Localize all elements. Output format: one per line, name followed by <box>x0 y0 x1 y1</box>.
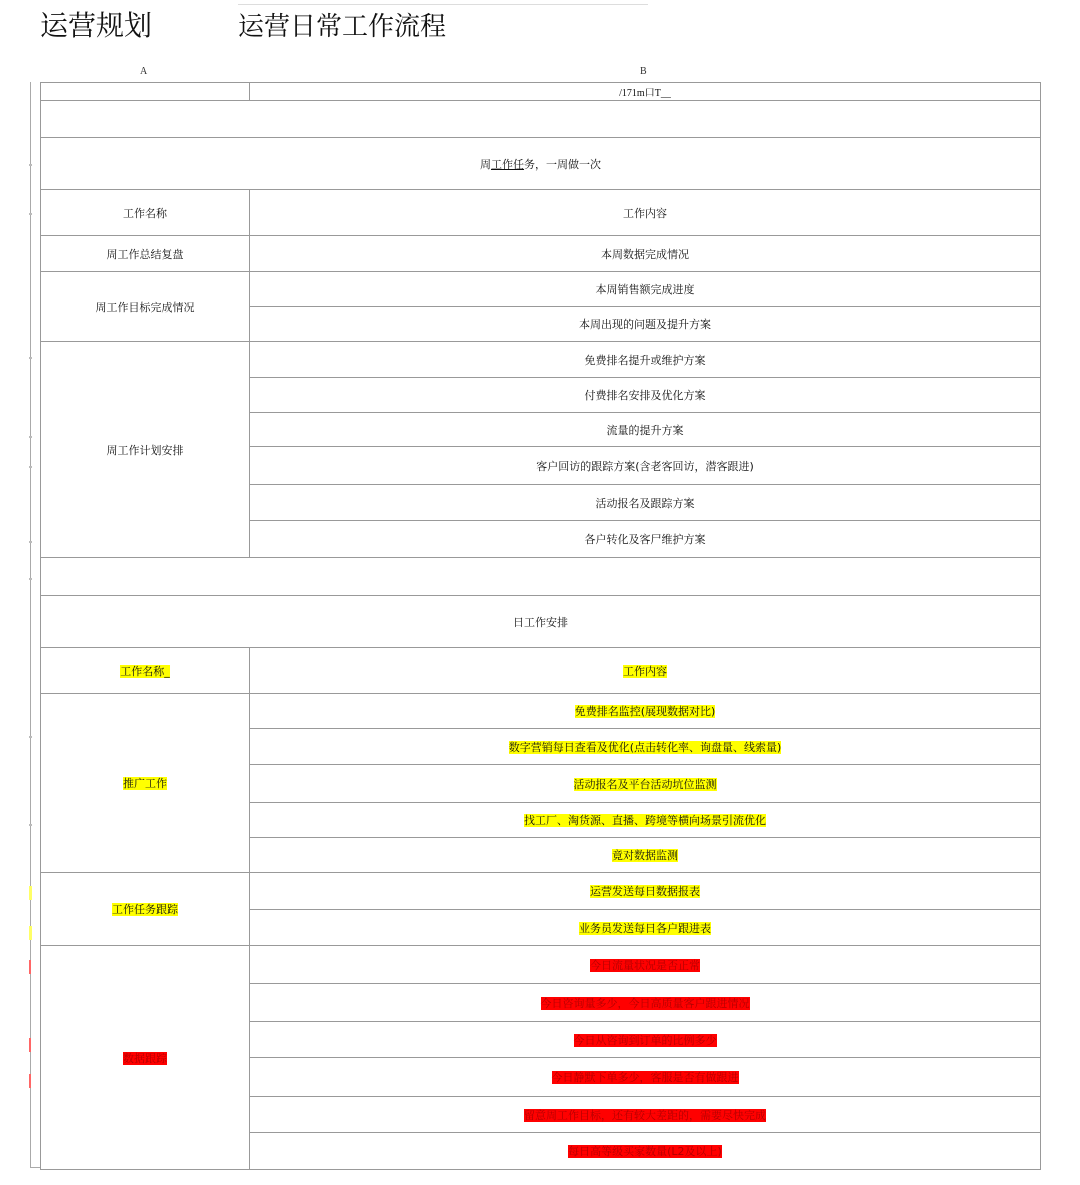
margin-mark <box>29 1038 31 1052</box>
daily-item: 留意周工作目标，还有较大差距的，需要尽快完成 <box>524 1108 766 1122</box>
daily-item-cell[interactable] <box>250 1133 1041 1170</box>
daily-group-name: 工作任务跟踪 <box>112 903 178 916</box>
weekly-section-title[interactable] <box>41 138 1041 190</box>
empty-row[interactable] <box>41 558 1041 596</box>
daily-item-cell[interactable] <box>250 729 1041 765</box>
margin-mark <box>29 466 32 468</box>
daily-item-cell[interactable] <box>250 1097 1041 1133</box>
daily-item-cell[interactable] <box>250 946 1041 984</box>
daily-item-cell[interactable] <box>250 910 1041 946</box>
row-header-border <box>30 82 31 1168</box>
daily-item-cell[interactable] <box>250 765 1041 803</box>
daily-item: 今日咨询量多少，今日高质量客户跟进情况 <box>540 996 750 1010</box>
page-subtitle: 运营日常工作流程 <box>238 12 447 42</box>
margin-mark <box>29 213 32 215</box>
daily-group-name: 推广工作 <box>123 777 167 790</box>
weekly-group-name[interactable]: 周工作总结复盘 <box>41 236 250 272</box>
daily-item-cell[interactable] <box>250 838 1041 873</box>
daily-item-cell[interactable] <box>250 984 1041 1022</box>
weekly-item[interactable]: 流量的提升方案 <box>250 413 1041 447</box>
weekly-item[interactable]: 活动报名及跟踪方案 <box>250 485 1041 521</box>
margin-mark <box>29 541 32 543</box>
weekly-item[interactable]: 付费排名安排及优化方案 <box>250 378 1041 413</box>
weekly-group-name[interactable]: 周工作计划安排 <box>41 342 250 558</box>
daily-item: 找工厂、淘货源、直播、跨境等横向场景引流优化 <box>524 814 766 827</box>
margin-mark <box>29 736 32 738</box>
margin-mark <box>29 926 32 940</box>
weekly-item[interactable]: 客户回访的跟踪方案(含老客回访，潜客跟进) <box>250 447 1041 485</box>
margin-mark <box>29 357 32 359</box>
margin-mark <box>29 578 32 580</box>
daily-item: 活动报名及平台活动坑位监测 <box>573 777 717 791</box>
weekly-title-post: 务，一周做一次 <box>524 157 601 171</box>
weekly-group-name[interactable]: 周工作目标完成情况 <box>41 272 250 342</box>
margin-mark <box>29 436 32 438</box>
daily-section-title[interactable]: 日工作安排 <box>41 596 1041 648</box>
daily-col-name: 工作名称_ <box>120 664 170 678</box>
row-header-bottom <box>30 1167 40 1168</box>
spreadsheet-table <box>40 82 1041 1170</box>
daily-item: 今日从咨询到订单的比例多少 <box>573 1033 717 1047</box>
column-header-a[interactable]: A <box>140 66 148 77</box>
daily-item: 每日高等级买家数量(L2及以上) <box>568 1145 722 1158</box>
daily-item: 免费排名监控(展现数据对比) <box>574 705 716 718</box>
daily-item-cell[interactable] <box>250 694 1041 729</box>
weekly-title-underlined: 工作任 <box>491 157 524 171</box>
weekly-item[interactable]: 本周销售额完成进度 <box>250 272 1041 307</box>
daily-col-name-cell[interactable] <box>41 648 250 694</box>
daily-item-cell[interactable] <box>250 1022 1041 1058</box>
daily-group-name: 数据跟踪 <box>123 1051 167 1065</box>
weekly-title-pre: 周 <box>480 157 491 171</box>
daily-item: 数字营销每日查看及优化(点击转化率、询盘量、线索量) <box>508 740 782 754</box>
daily-item: 今日静默下单多少，客服是否有做跟进 <box>551 1071 739 1084</box>
cell[interactable] <box>41 83 250 101</box>
header-garble-text: /171m口T__ <box>619 88 671 99</box>
daily-col-content-cell[interactable] <box>250 648 1041 694</box>
daily-item: 运营发送每日数据报表 <box>590 885 700 898</box>
weekly-col-content[interactable]: 工作内容 <box>250 190 1041 236</box>
daily-item: 业务员发送每日各户跟进表 <box>579 921 711 935</box>
daily-item-cell[interactable] <box>250 1058 1041 1097</box>
margin-mark <box>29 824 32 826</box>
weekly-col-name[interactable]: 工作名称 <box>41 190 250 236</box>
empty-row[interactable] <box>41 101 1041 138</box>
weekly-item[interactable]: 本周数据完成情况 <box>250 236 1041 272</box>
column-header-b[interactable]: B <box>640 66 647 77</box>
daily-item-cell[interactable] <box>250 873 1041 910</box>
margin-mark <box>29 960 31 974</box>
margin-mark <box>29 1074 31 1088</box>
cell[interactable] <box>250 83 1041 101</box>
weekly-item[interactable]: 各户转化及客尸维护方案 <box>250 521 1041 558</box>
daily-item-cell[interactable] <box>250 803 1041 838</box>
daily-group-cell[interactable] <box>41 694 250 873</box>
daily-group-cell[interactable] <box>41 873 250 946</box>
top-rule <box>238 4 648 5</box>
page-title: 运营规划 <box>40 9 153 42</box>
daily-col-content: 工作内容 <box>623 664 667 678</box>
daily-group-cell[interactable] <box>41 946 250 1170</box>
weekly-item[interactable]: 本周出现的问题及提升方案 <box>250 307 1041 342</box>
weekly-item[interactable]: 免费排名提升或维护方案 <box>250 342 1041 378</box>
daily-item: 竟对数据监测 <box>612 849 678 862</box>
margin-mark <box>29 164 32 166</box>
daily-item: 今日流量状况是否正常 <box>590 958 700 972</box>
margin-mark <box>29 886 32 900</box>
